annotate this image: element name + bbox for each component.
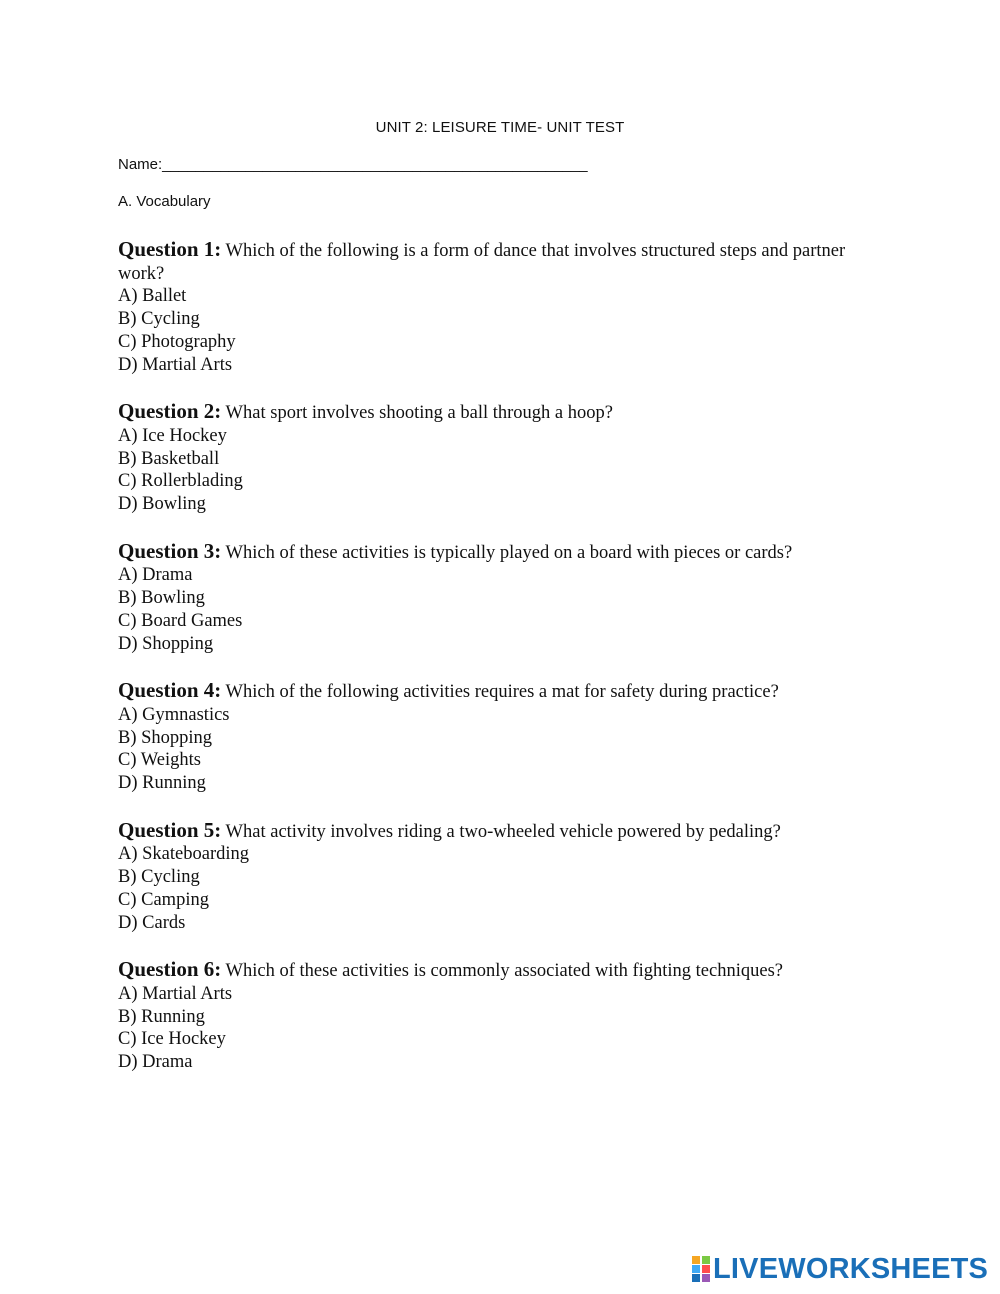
question-3-prompt	[118, 540, 858, 565]
question-1-prompt	[118, 238, 858, 285]
question-6	[118, 958, 858, 1074]
question-2-option-d[interactable]: D) Bowling	[118, 494, 206, 515]
question-6-option-a[interactable]: A) Martial Arts	[118, 983, 233, 1004]
question-6-label: Question 6:	[118, 957, 222, 982]
question-1-text: Which of the following is a form of dance that involves structured steps and partner work?	[118, 241, 846, 284]
question-4-option-d[interactable]: D) Running	[118, 773, 206, 794]
question-5-text: What activity involves riding a two-wheeled vehicle powered by pedaling?	[221, 821, 781, 842]
question-3-option-d[interactable]: D) Shopping	[118, 633, 214, 654]
section-label: A. Vocabulary	[118, 193, 211, 210]
question-6-option-d[interactable]: D) Drama	[118, 1052, 193, 1073]
question-5-option-b[interactable]: B) Cycling	[118, 867, 200, 888]
liveworksheets-logo	[692, 1254, 988, 1284]
liveworksheets-logo-icon	[692, 1256, 710, 1282]
question-4-prompt	[118, 679, 858, 704]
question-2-text: What sport involves shooting a ball through a hoop?	[221, 403, 613, 424]
question-2-option-b[interactable]: B) Basketball	[118, 448, 220, 469]
question-4	[118, 679, 858, 795]
name-field[interactable]: Name:___________________________________________________	[118, 156, 588, 173]
question-list	[118, 238, 858, 1098]
question-2-option-a[interactable]: A) Ice Hockey	[118, 425, 227, 446]
question-5	[118, 819, 858, 935]
question-4-option-a[interactable]: A) Gymnastics	[118, 704, 230, 725]
question-6-text: Which of these activities is commonly associated with fighting techniques?	[221, 961, 783, 982]
question-3-option-a[interactable]: A) Drama	[118, 565, 193, 586]
page-title: UNIT 2: LEISURE TIME- UNIT TEST	[375, 119, 625, 136]
question-5-prompt	[118, 819, 858, 844]
question-4-option-b[interactable]: B) Shopping	[118, 727, 213, 748]
question-3-option-c[interactable]: C) Board Games	[118, 610, 243, 631]
question-6-prompt	[118, 958, 858, 983]
question-1-option-b[interactable]: B) Cycling	[118, 309, 200, 330]
liveworksheets-logo-text: LIVEWORKSHEETS	[713, 1253, 989, 1285]
question-4-option-c[interactable]: C) Weights	[118, 750, 201, 771]
question-5-option-c[interactable]: C) Camping	[118, 889, 209, 910]
question-3-label: Question 3:	[118, 538, 222, 563]
question-2-label: Question 2:	[118, 399, 222, 424]
question-4-text: Which of the following activities requires a mat for safety during practice?	[221, 682, 779, 703]
question-3	[118, 540, 858, 656]
question-6-option-b[interactable]: B) Running	[118, 1006, 205, 1027]
question-2	[118, 400, 858, 516]
question-3-option-b[interactable]: B) Bowling	[118, 588, 205, 609]
question-5-option-a[interactable]: A) Skateboarding	[118, 844, 250, 865]
question-6-option-c[interactable]: C) Ice Hockey	[118, 1029, 226, 1050]
question-1-option-a[interactable]: A) Ballet	[118, 286, 187, 307]
question-5-label: Question 5:	[118, 817, 222, 842]
question-2-prompt	[118, 400, 858, 425]
question-1-option-c[interactable]: C) Photography	[118, 331, 236, 352]
question-1-option-d[interactable]: D) Martial Arts	[118, 354, 233, 375]
question-1-label: Question 1:	[118, 237, 222, 261]
question-3-text: Which of these activities is typically played on a board with pieces or cards?	[221, 542, 793, 563]
question-1	[118, 238, 858, 376]
question-4-label: Question 4:	[118, 678, 222, 703]
question-2-option-c[interactable]: C) Rollerblading	[118, 471, 243, 492]
question-5-option-d[interactable]: D) Cards	[118, 912, 186, 933]
